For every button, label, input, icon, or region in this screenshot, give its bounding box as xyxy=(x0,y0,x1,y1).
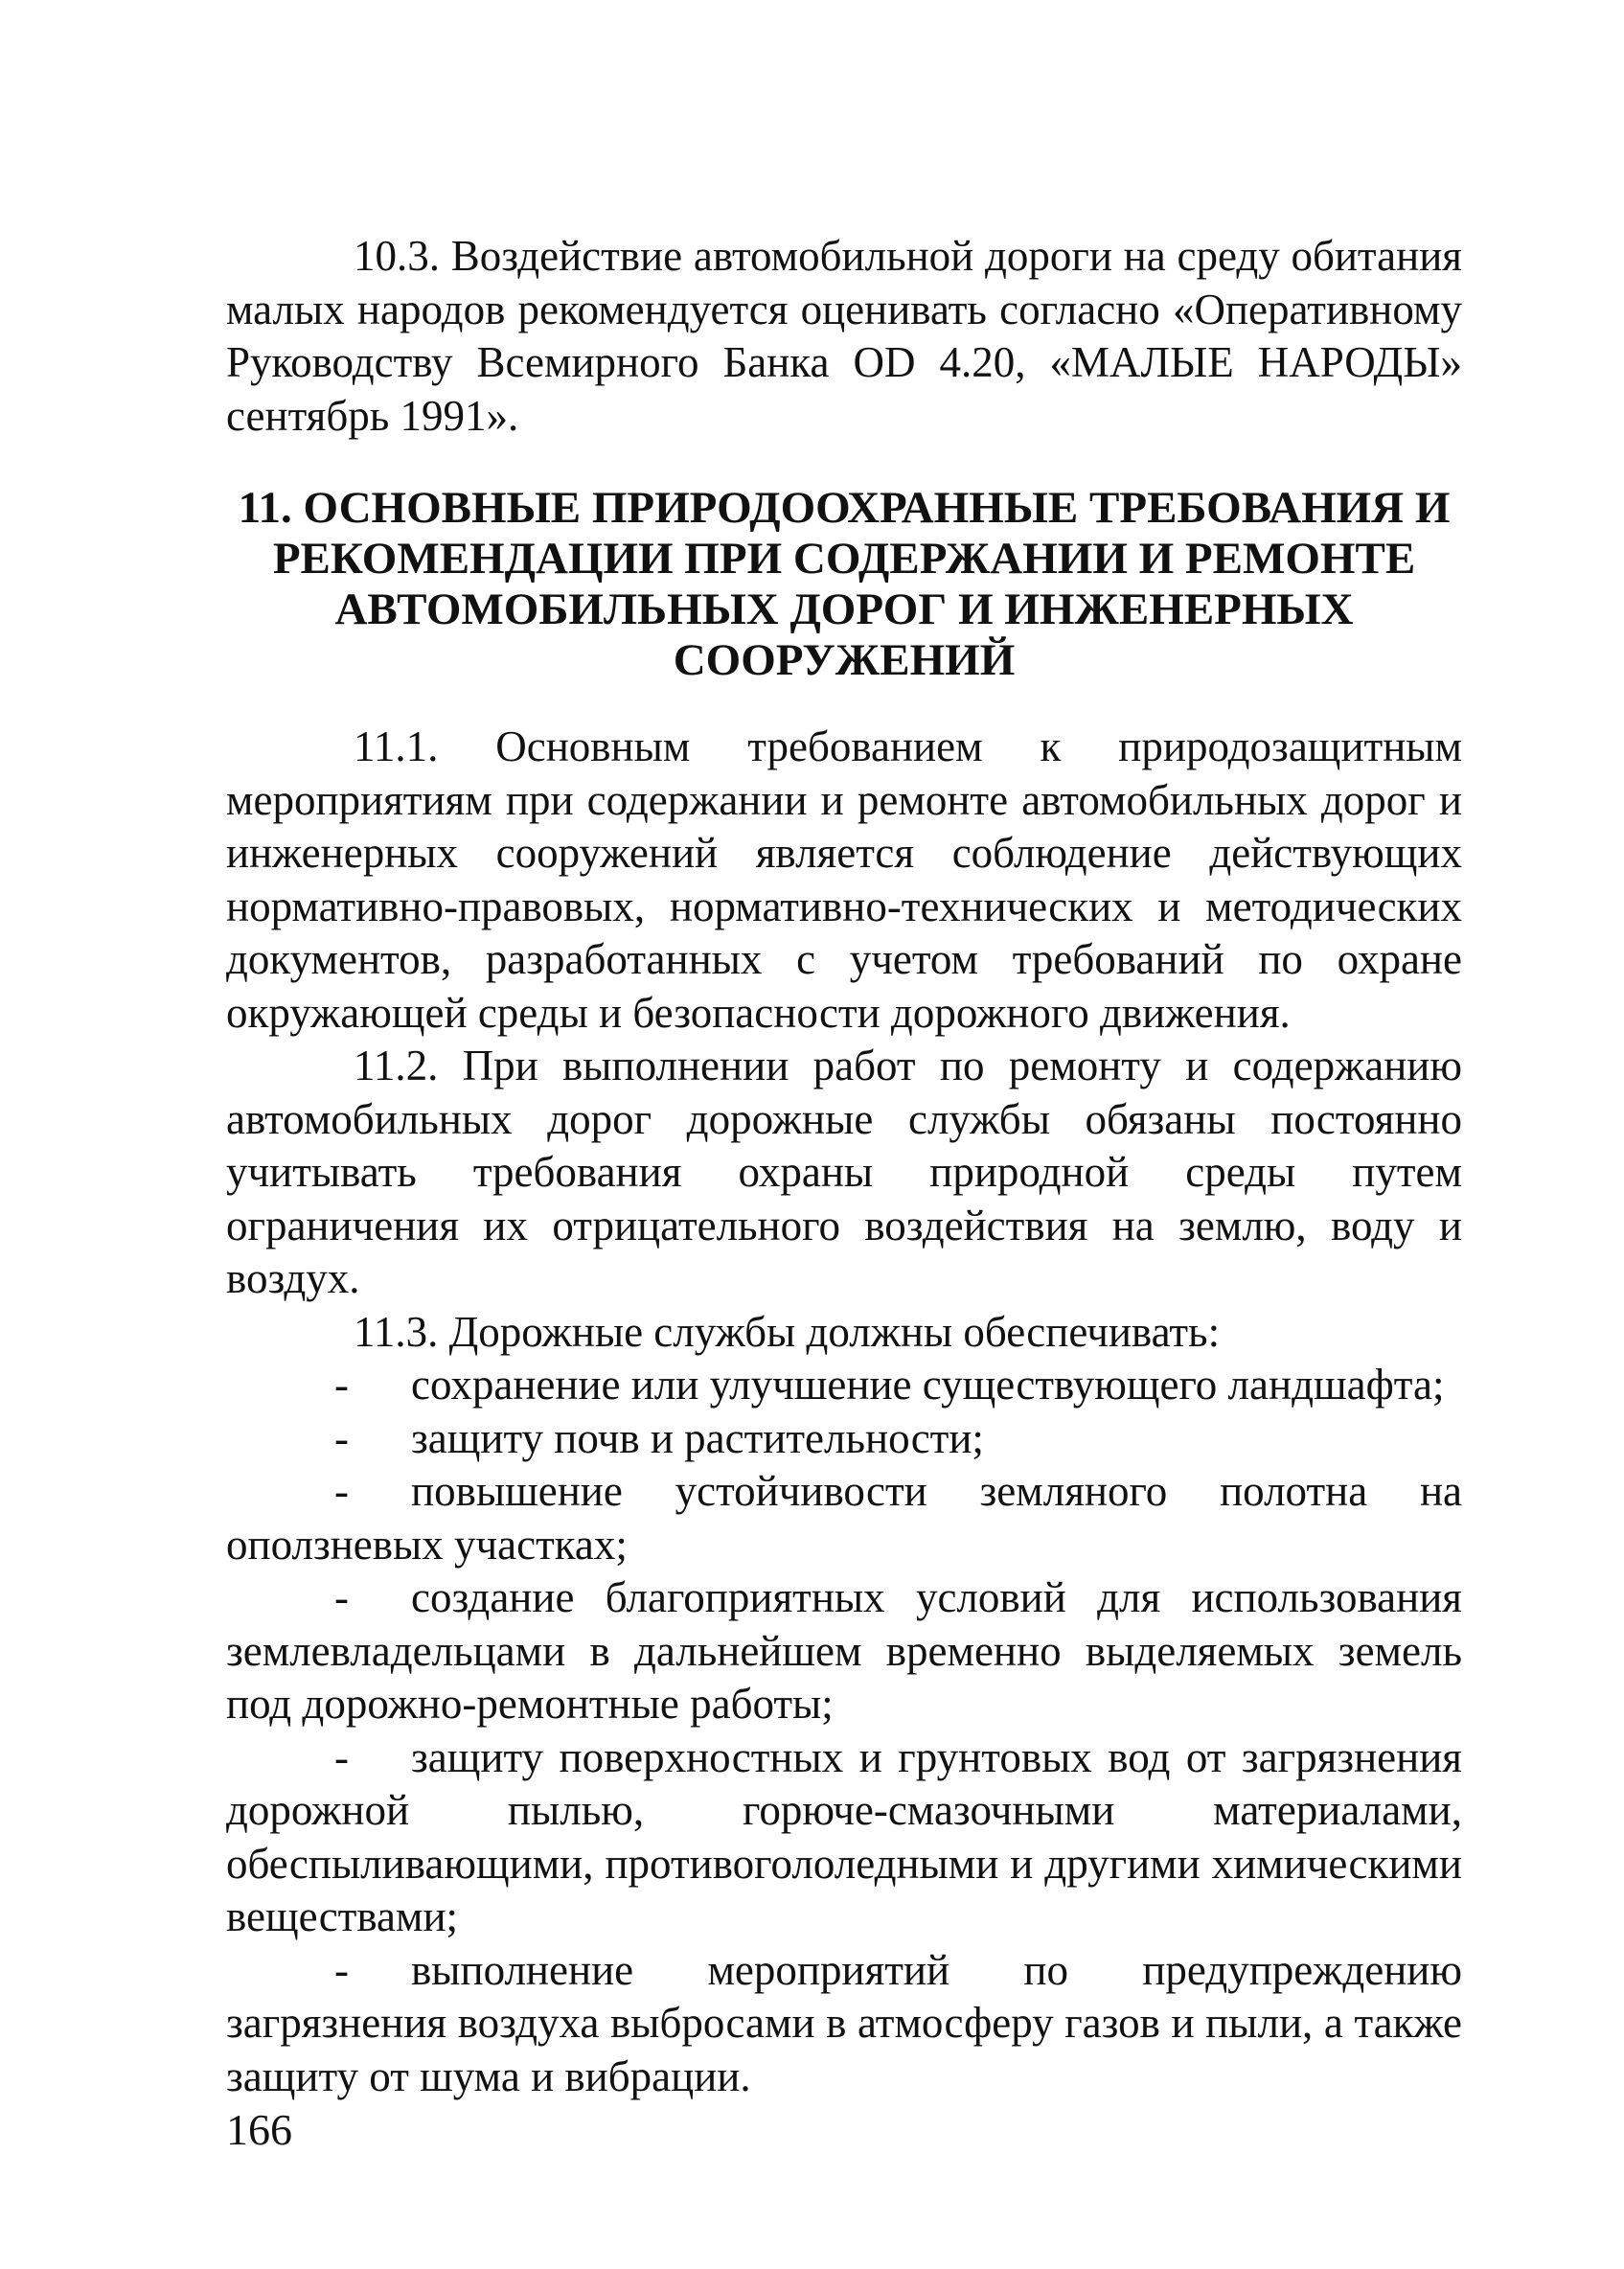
page-number: 166 xyxy=(226,2105,292,2154)
list-dash: - xyxy=(334,1732,349,1781)
list-item xyxy=(226,1571,1462,1731)
list-item-text: повышение устойчивости земляного полотна на оползневых участках; xyxy=(226,1467,1462,1569)
section-heading-line-4: СООРУЖЕНИЙ xyxy=(673,635,1016,685)
paragraph-11-1: 11.1. Основным требованием к природозащитным мероприятиям при содержании и ремонте автомобильных дорог и инженерных сооружений является соблюдение действующих нормативно-правовых, нормативно-технических и методических документов, разработанных с учетом требований по охране окружающей среды и безопасности дорожного движения. xyxy=(226,722,1462,1037)
paragraph-11-2: 11.2. При выполнении работ по ремонту и содержанию автомобильных дорог дорожные службы обязаны постоянно учитывать требования охраны природной среды путем ограничения их отрицательного воздействия на землю, воду и воздух. xyxy=(226,1042,1462,1302)
list-dash: - xyxy=(334,1573,349,1621)
paragraph-11-3: 11.3. Дорожные службы должны обеспечивать: xyxy=(354,1307,1221,1356)
list-item xyxy=(226,1731,1462,1944)
list-dash: - xyxy=(334,1413,349,1462)
list-item xyxy=(226,1359,1462,1412)
section-heading-line-2: РЕКОМЕНДАЦИИ ПРИ СОДЕРЖАНИИ И РЕМОНТЕ xyxy=(272,534,1416,584)
section-heading xyxy=(226,483,1462,686)
section-heading-line-3: АВТОМОБИЛЬНЫХ ДОРОГ И ИНЖЕНЕРНЫХ xyxy=(334,584,1354,634)
duties-list xyxy=(226,1359,1462,2103)
paragraph-10-3: 10.3. Воздействие автомобильной дороги на среду обитания малых народов рекомендуется оценивать согласно «Оперативному Руководству Всемирного Банка OD 4.20, «МАЛЫЕ НАРОДЫ» сентябрь 1991». xyxy=(226,232,1462,440)
list-dash: - xyxy=(334,1467,349,1515)
list-item-text: создание благоприятных условий для использования землевладельцами в дальнейшем временно выделяемых земель под дорожно-ремонтные работы; xyxy=(226,1573,1462,1728)
list-item-text: защиту почв и растительности; xyxy=(411,1413,984,1462)
list-dash: - xyxy=(334,1361,349,1409)
list-item xyxy=(226,1944,1462,2104)
list-item-text: сохранение или улучшение существующего ландшафта; xyxy=(411,1361,1445,1409)
list-item xyxy=(226,1465,1462,1571)
list-dash: - xyxy=(334,1945,349,1994)
section-heading-line-1: 11. ОСНОВНЫЕ ПРИРОДООХРАННЫЕ ТРЕБОВАНИЯ И xyxy=(238,483,1451,533)
list-item-text: выполнение мероприятий по предупреждению загрязнения воздуха выбросами в атмосферу газов и пыли, а также защиту от шума и вибрации. xyxy=(226,1945,1462,2100)
list-item-text: защиту поверхностных и грунтовых вод от загрязнения дорожной пылью, горюче-смазочными материалами, обеспыливающими, противогололедными и другими химическими веществами; xyxy=(226,1732,1462,1940)
page-content xyxy=(226,230,1462,2103)
list-item xyxy=(226,1412,1462,1466)
